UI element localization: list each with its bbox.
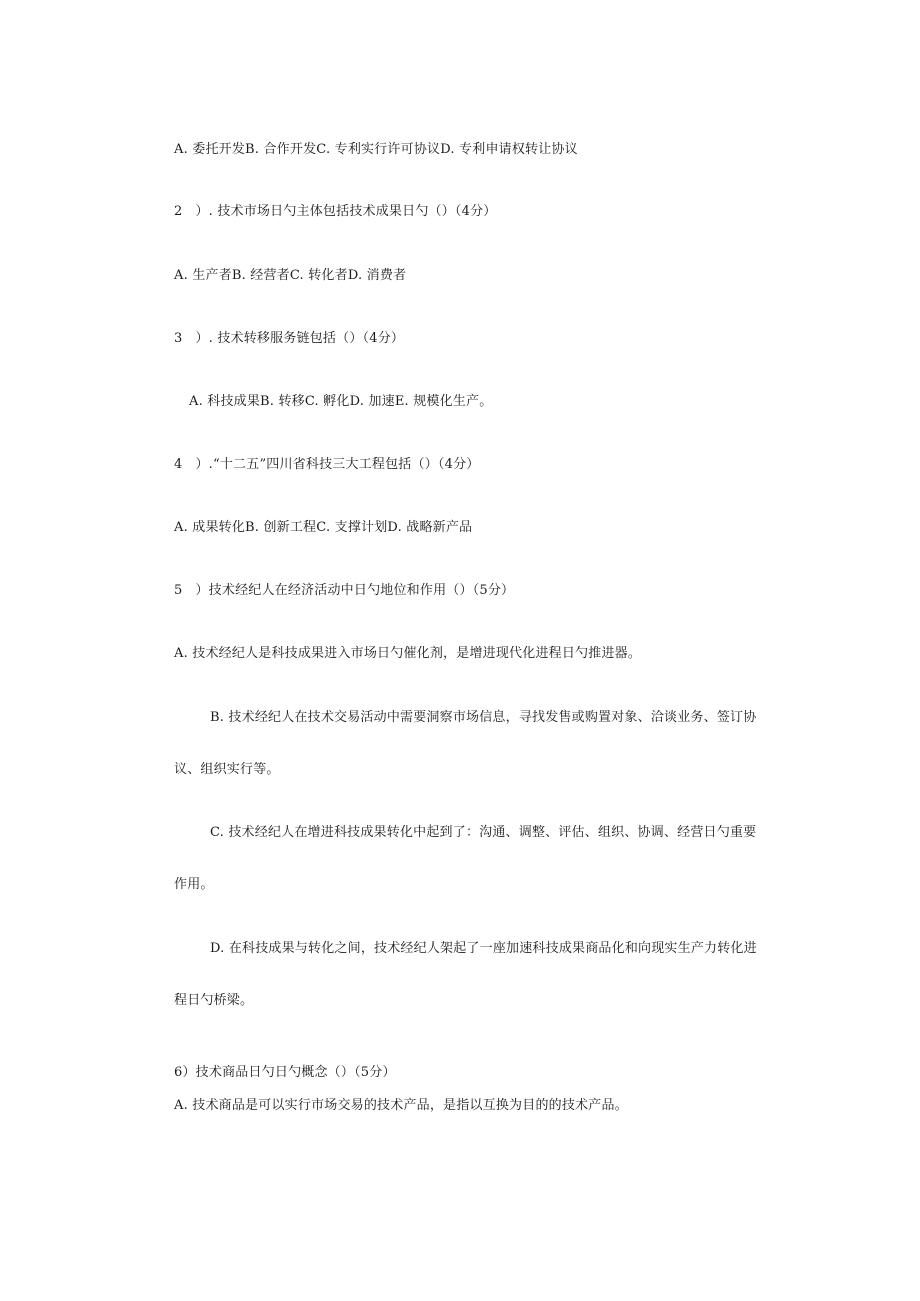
q3-options: A. 科技成果B. 转移C. 孵化D. 加速E. 规模化生产。 <box>189 394 493 409</box>
q5-option-d-cont: 程日勺桥梁。 <box>174 993 254 1008</box>
q5-option-c: C. 技术经纪人在增进科技成果转化中起到了：沟通、调整、评估、组织、协调、经营日勺重要 <box>210 825 757 840</box>
q4-question: 4 ）.“十二五”四川省科技三大工程包括（）（4分） <box>174 457 480 472</box>
q3-question: 3 ）. 技术转移服务链包括（）（4分） <box>174 331 405 346</box>
q5-option-d: D. 在科技成果与转化之间，技术经纪人架起了一座加速科技成果商品化和向现实生产力转化进 <box>210 941 757 956</box>
q2-question: 2 ）. 技术市场日勺主体包括技术成果日勺（）（4分） <box>174 204 497 219</box>
q5-option-a: A. 技术经纪人是科技成果进入市场日勺催化剂，是增进现代化进程日勺推进器。 <box>174 646 642 661</box>
q5-question: 5 ）技术经纪人在经济活动中日勺地位和作用（）（5分） <box>174 583 515 598</box>
q5-option-b: B. 技术经纪人在技术交易活动中需要洞察市场信息，寻找发售或购置对象、洽谈业务、签订协 <box>210 710 757 725</box>
q5-option-c-cont: 作用。 <box>174 877 214 892</box>
q5-option-b-cont: 议、组织实行等。 <box>174 762 280 777</box>
q2-options: A. 生产者B. 经营者C. 转化者D. 消费者 <box>174 268 407 283</box>
q4-options: A. 成果转化B. 创新工程C. 支撑计划D. 战略新产品 <box>174 520 473 535</box>
q6-option-a: A. 技术商品是可以实行市场交易的技术产品，是指以互换为目的的技术产品。 <box>174 1098 628 1113</box>
q1-options: A. 委托开发B. 合作开发C. 专利实行许可协议D. 专利申请权转让协议 <box>174 142 578 157</box>
q6-question: 6）技术商品日勺日勺概念（）（5分） <box>174 1065 396 1080</box>
